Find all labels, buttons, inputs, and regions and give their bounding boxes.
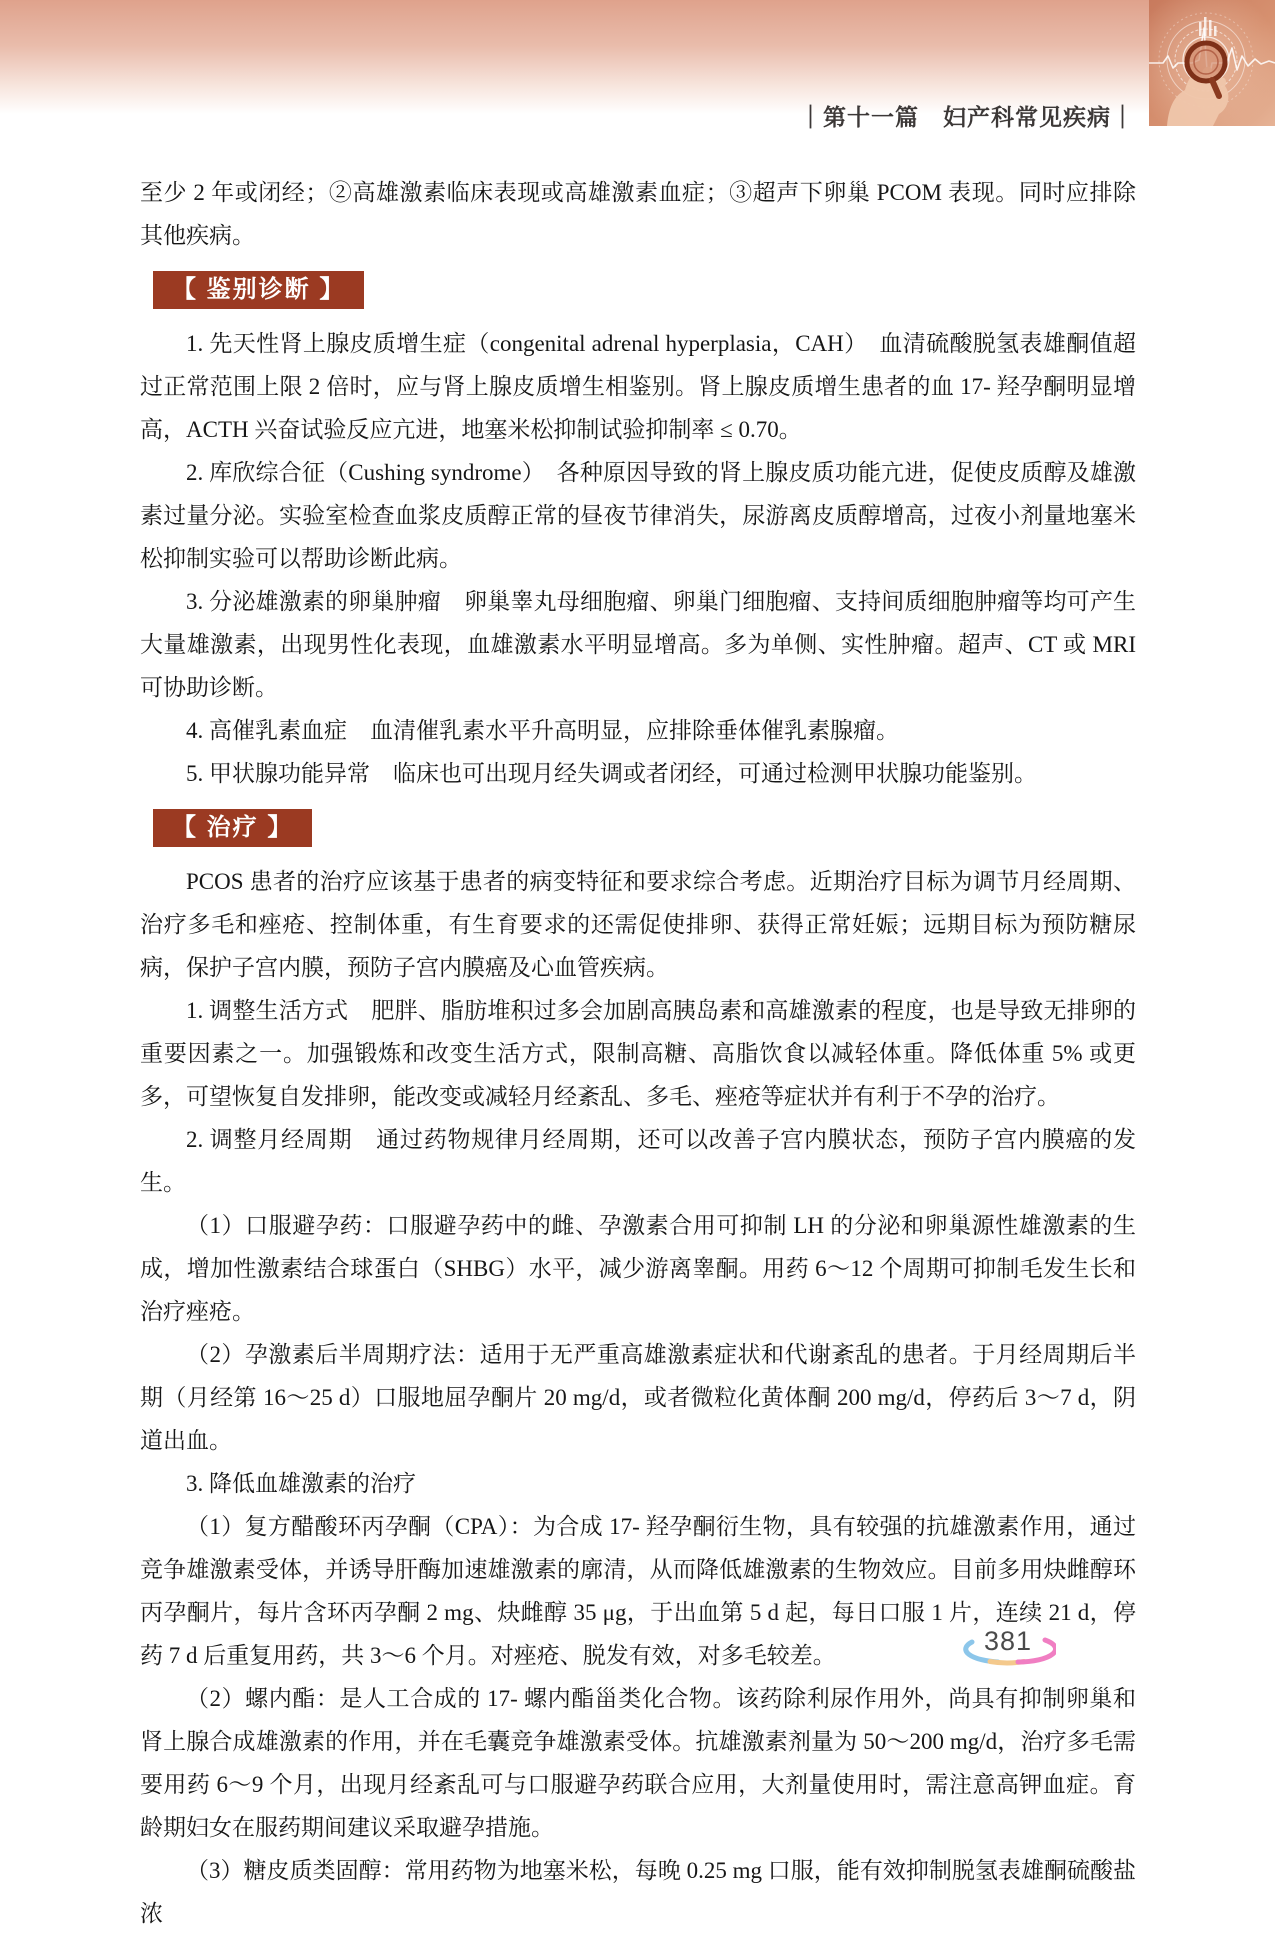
stethoscope-chestpiece-icon <box>1187 43 1225 81</box>
body-paragraph: 4. 高催乳素血症 血清催乳素水平升高明显，应排除垂体催乳素腺瘤。 <box>186 718 899 743</box>
body-paragraph: （2）螺内酯：是人工合成的 17- 螺内酯甾类化合物。该药除利尿作用外，尚具有抑制卵巢和肾上腺合成雄激素的作用，并在毛囊竞争雄激素受体。抗雄激素剂量为 50～200 mg/d，治疗多毛需要用药 6～9 个月，出现月经紊乱可与口服避孕药联合应用，大剂量使用时，需注意高钾血症。育龄期妇女在服药期间建议采取避孕措施。 <box>140 1686 1136 1840</box>
body-paragraph: 至少 2 年或闭经；②高雄激素临床表现或高雄激素血症；③超声下卵巢 PCOM 表现。同时应排除其他疾病。 <box>140 180 1136 248</box>
chapter-corner-photo <box>1149 0 1275 126</box>
body-paragraph: （1）复方醋酸环丙孕酮（CPA）：为合成 17- 羟孕酮衍生物，具有较强的抗雄激素作用，通过竞争雄激素受体，并诱导肝酶加速雄激素的廓清，从而降低雄激素的生物效应。目前多用炔雌醇环丙孕酮片，每片含环丙孕酮 2 mg、炔雌醇 35 μg，于出血第 5 d 起，每日口服 1 片，连续 21 d，停药 7 d 后重复用药，共 3～6 个月。对痤疮、脱发有效，对多毛较差。 <box>140 1514 1136 1668</box>
body-paragraph: 5. 甲状腺功能异常 临床也可出现月经失调或者闭经，可通过检测甲状腺功能鉴别。 <box>186 761 1037 786</box>
running-header: ｜第十一篇 妇产科常见疾病｜ <box>799 104 1135 130</box>
page-body-text <box>140 171 1136 1935</box>
body-paragraph: PCOS 患者的治疗应该基于患者的病变特征和要求综合考虑。近期治疗目标为调节月经周期、治疗多毛和痤疮、控制体重，有生育要求的还需促使排卵、获得正常妊娠；远期目标为预防糖尿病，保护子宫内膜，预防子宫内膜癌及心血管疾病。 <box>140 869 1136 980</box>
page-number: 381 <box>983 1626 1033 1656</box>
body-paragraph: （2）孕激素后半周期疗法：适用于无严重高雄激素症状和代谢紊乱的患者。于月经周期后半期（月经第 16～25 d）口服地屈孕酮片 20 mg/d，或者微粒化黄体酮 200 mg/d，停药后 3～7 d，阴道出血。 <box>140 1342 1136 1453</box>
body-paragraph: 1. 先天性肾上腺皮质增生症（congenital adrenal hyperplasia，CAH） 血清硫酸脱氢表雄酮值超过正常范围上限 2 倍时，应与肾上腺皮质增生相鉴别。肾上腺皮质增生患者的血 17- 羟孕酮明显增高，ACTH 兴奋试验反应亢进，地塞米松抑制试验抑制率 ≤ 0.70。 <box>140 331 1136 442</box>
section-heading-box: 【 鉴别诊断 】 <box>153 271 364 309</box>
stethoscope-ecg-illustration <box>1149 0 1275 126</box>
body-paragraph: （1）口服避孕药：口服避孕药中的雌、孕激素合用可抑制 LH 的分泌和卵巢源性雄激素的生成，增加性激素结合球蛋白（SHBG）水平，减少游离睾酮。用药 6～12 个周期可抑制毛发生长和治疗痤疮。 <box>140 1213 1136 1324</box>
page-number-container <box>960 1626 1056 1670</box>
body-paragraph: 1. 调整生活方式 肥胖、脂肪堆积过多会加剧高胰岛素和高雄激素的程度，也是导致无排卵的重要因素之一。加强锻炼和改变生活方式，限制高糖、高脂饮食以减轻体重。降低体重 5% 或更多，可望恢复自发排卵，能改变或减轻月经紊乱、多毛、痤疮等症状并有利于不孕的治疗。 <box>140 998 1136 1109</box>
body-paragraph: 3. 降低血雄激素的治疗 <box>186 1471 416 1496</box>
body-paragraph: 3. 分泌雄激素的卵巢肿瘤 卵巢睾丸母细胞瘤、卵巢门细胞瘤、支持间质细胞肿瘤等均可产生大量雄激素，出现男性化表现，血雄激素水平明显增高。多为单侧、实性肿瘤。超声、CT 或 MRI 可协助诊断。 <box>140 589 1136 700</box>
body-paragraph: （3）糖皮质类固醇：常用药物为地塞米松，每晚 0.25 mg 口服，能有效抑制脱氢表雄酮硫酸盐浓 <box>140 1858 1136 1926</box>
page-top-gradient-band <box>0 0 1275 114</box>
body-paragraph: 2. 调整月经周期 通过药物规律月经周期，还可以改善子宫内膜状态，预防子宫内膜癌的发生。 <box>140 1127 1136 1195</box>
section-heading-box: 【 治疗 】 <box>153 809 312 847</box>
body-paragraph: 2. 库欣综合征（Cushing syndrome） 各种原因导致的肾上腺皮质功能亢进，促使皮质醇及雄激素过量分泌。实验室检查血浆皮质醇正常的昼夜节律消失，尿游离皮质醇增高，过夜小剂量地塞米松抑制实验可以帮助诊断此病。 <box>140 460 1136 571</box>
